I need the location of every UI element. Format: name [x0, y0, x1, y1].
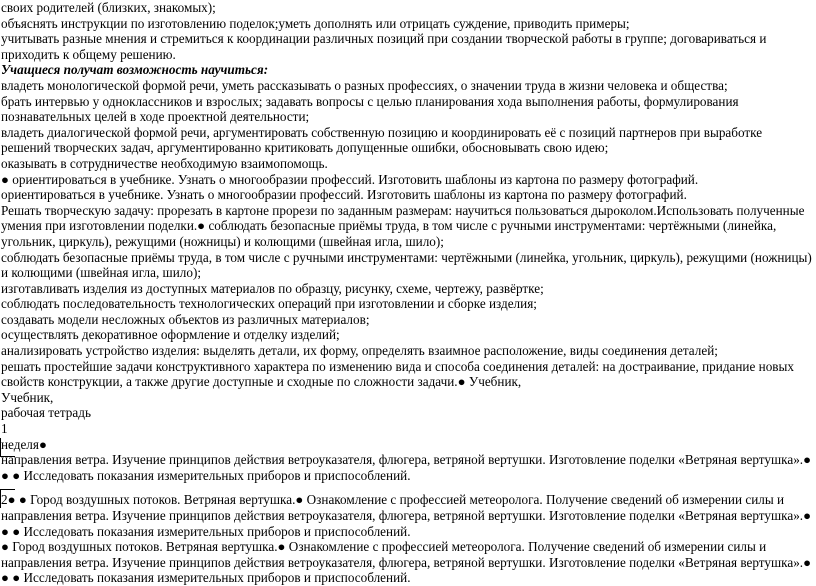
text-line: изготавливать изделия из доступных материалов по образцу, рисунку, схеме, чертежу, развёртке;: [1, 280, 544, 296]
text-line: ● Город воздушных потоков. Ветряная вертушка.● Ознакомление с профессией метеоролога. Получение сведений об измерении силы и направления ветра. Изучение принципов действия ветроуказателя, флюгера, ветряной вертушки. Изготовление поделки «Ветряная вертушка».● ● ● Исследовать показания измерительных приборов и приспособлений.: [1, 539, 812, 586]
text-line: решать простейшие задачи конструктивного характера по изменению вида и способа соединения деталей: на достраивание, придание новых свойств конструкции, а также другие доступные и сходные по сложности задачи.● Учебник,: [1, 358, 794, 390]
table-cell-border: [0, 489, 15, 508]
text-line: владеть диалогической формой речи, аргументировать собственную позицию и координировать её с позиций партнеров при выработке решений творческих задач, аргументированно критиковать допущенные ошибки, обосновывать свою идею;: [1, 124, 763, 156]
text-line: оказывать в сотрудничестве необходимую взаимопомощь.: [1, 155, 328, 171]
text-line: объяснять инструкции по изготовлению поделок;уметь дополнять или отрицать суждение, приводить примеры;: [1, 15, 630, 31]
text-line: ориентироваться в учебнике. Узнать о многообразии профессий. Изготовить шаблоны из картона по размеру фотографий.: [1, 187, 687, 203]
spacer: [1, 483, 813, 492]
text-line: 1: [1, 421, 8, 437]
text-line: соблюдать безопасные приёмы труда, в том числе с ручными инструментами: чертёжными (линейка, угольник, циркуль), режущими (ножницы) и колющими (швейная игла, шило);: [1, 249, 812, 281]
text-line: неделя●: [1, 436, 47, 452]
text-line: владеть монологической формой речи, уметь рассказывать о разных профессиях, о значении труда в жизни человека и общества;: [1, 77, 728, 93]
text-line: учитывать разные мнения и стремиться к координации различных позиций при создании творческой работы в группе; договариваться и приходить к общему решению.: [1, 31, 767, 62]
table-cell-border: [0, 438, 15, 457]
text-line: своих родителей (близких, знакомых);: [1, 0, 216, 15]
text-line: анализировать устройство изделия: выделять детали, их форму, определять взаимное расположение, виды соединения деталей;: [1, 343, 718, 359]
text-line: брать интервью у одноклассников и взрослых; задавать вопросы с целью планирования хода выполнения работы, формулирования познавательных целей в ходе проектной деятельности;: [1, 93, 739, 125]
document-body: [1, 0, 813, 586]
text-line: осуществлять декоративное оформление и отделку изделий;: [1, 327, 340, 343]
text-line: создавать модели несложных объектов из различных материалов;: [1, 311, 370, 327]
text-line: рабочая тетрадь: [1, 405, 91, 421]
text-line: соблюдать последовательность технологических операций при изготовлении и сборке изделия;: [1, 296, 537, 312]
text-line: Решать творческую задачу: прорезать в картоне прорези по заданным размерам: научиться пользоваться дыроколом.Использовать полученные умения при изготовлении поделки.● соблюдать безопасные приёмы труда, в том числе с ручными инструментами: чертёжными (линейка, угольник, циркуль), режущими (ножницы) и колющими (швейная игла, шило);: [1, 202, 805, 249]
text-line: направления ветра. Изучение принципов действия ветроуказателя, флюгера, ветряной вертушки. Изготовление поделки «Ветряная вертушка».● ● ● Исследовать показания измерительных приборов и приспособлений.: [1, 452, 812, 483]
text-line: ● ориентироваться в учебнике. Узнать о многообразии профессий. Изготовить шаблоны из картона по размеру фотографий.: [1, 171, 699, 187]
section-heading: Учащиеся получат возможность научиться:: [1, 62, 269, 78]
text-line: Учебник,: [1, 389, 54, 405]
text-line: 2● ● Город воздушных потоков. Ветряная вертушка.● Ознакомление с профессией метеоролога. Получение сведений об измерении силы и направления ветра. Изучение принципов действия ветроуказателя, флюгера, ветряной вертушки. Изготовление поделки «Ветряная вертушка».● ● ● Исследовать показания измерительных приборов и приспособлений.: [1, 492, 812, 539]
